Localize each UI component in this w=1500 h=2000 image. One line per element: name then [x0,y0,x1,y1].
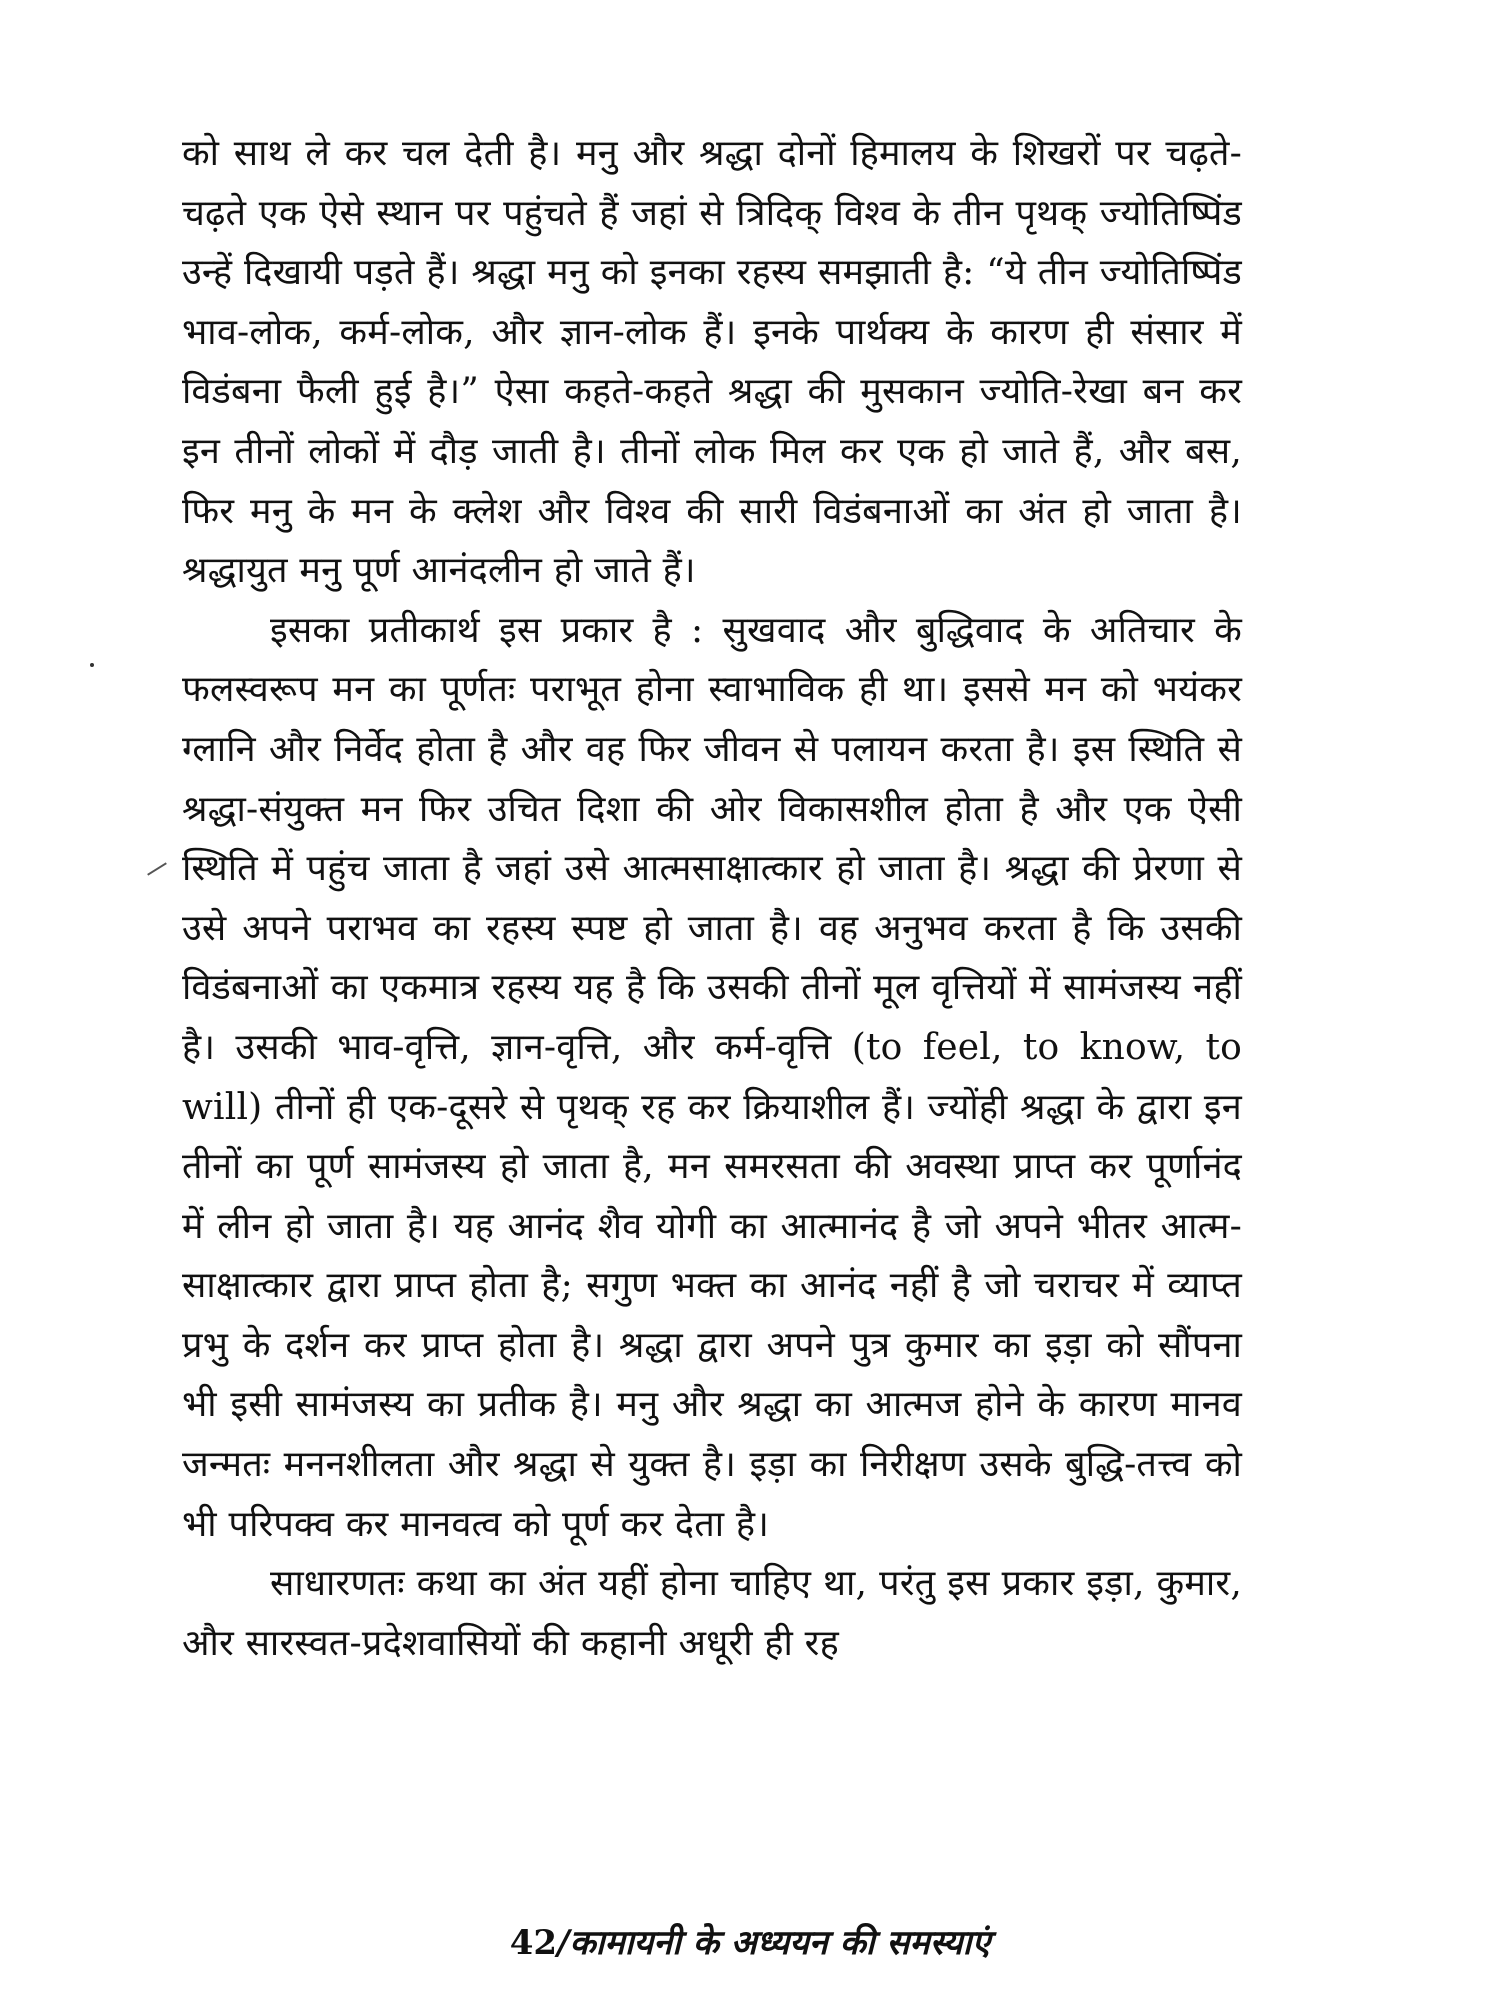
paragraph-2: इसका प्रतीकार्थ इस प्रकार है : सुखवाद और बुद्धिवाद के अतिचार के फलस्वरूप मन का पूर्णतः पराभूत होना स्वाभाविक ही था। इससे मन को भयंकर ग्लानि और निर्वेद होता है और वह फिर जीवन से पलायन करता है। इस स्थिति से श्रद्धा-संयुक्त मन फिर उचित दिशा की ओर विकासशील होता है और एक ऐसी स्थिति में पहुंच जाता है जहां उसे आत्मसाक्षात्कार हो जाता है। श्रद्धा की प्रेरणा से उसे अपने पराभव का रहस्य स्पष्ट हो जाता है। वह अनुभव करता है कि उसकी विडंबनाओं का एकमात्र रहस्य यह है कि उसकी तीनों मूल वृत्तियों में सामंजस्य नहीं है। उसकी भाव-वृत्ति, ज्ञान-वृत्ति, और कर्म-वृत्ति (to feel, to know, to will) तीनों ही एक-दूसरे से पृथक् रह कर क्रियाशील हैं। ज्योंही श्रद्धा के द्वारा इन तीनों का पूर्ण सामंजस्य हो जाता है, मन समरसता की अवस्था प्राप्त कर पूर्णानंद में लीन हो जाता है। यह आनंद शैव योगी का आत्मानंद है जो अपने भीतर आत्म-साक्षात्कार द्वारा प्राप्त होता है; सगुण भक्त का आनंद नहीं है जो चराचर में व्याप्त प्रभु के दर्शन कर प्राप्त होता है। श्रद्धा द्वारा अपने पुत्र कुमार का इड़ा को सौंपना भी इसी सामंजस्य का प्रतीक है। मनु और श्रद्धा का आत्मज होने के कारण मानव जन्मतः मननशीलता और श्रद्धा से युक्त है। इड़ा का निरीक्षण उसके बुद्धि-तत्त्व को भी परिपक्व कर मानवत्व को पूर्ण कर देता है। [182,609,1242,1545]
body-text [182,124,1242,1673]
paragraph-3: साधारणतः कथा का अंत यहीं होना चाहिए था, परंतु इस प्रकार इड़ा, कुमार, और सारस्वत-प्रदेशवासियों की कहानी अधूरी ही रह [182,1563,1242,1664]
pen-mark [147,862,167,875]
scan-speck [90,663,94,667]
footer-separator: / [557,1923,570,1963]
running-title: कामायनी के अध्ययन की समस्याएं [569,1923,991,1963]
paragraph-1: को साथ ले कर चल देती है। मनु और श्रद्धा दोनों हिमालय के शिखरों पर चढ़ते-चढ़ते एक ऐसे स्थान पर पहुंचते हैं जहां से त्रिदिक् विश्व के तीन पृथक् ज्योतिष्पिंड उन्हें दिखायी पड़ते हैं। श्रद्धा मनु को इनका रहस्य समझाती है: “ये तीन ज्योतिष्पिंड भाव-लोक, कर्म-लोक, और ज्ञान-लोक हैं। इनके पार्थक्य के कारण ही संसार में विडंबना फैली हुई है।” ऐसा कहते-कहते श्रद्धा की मुसकान ज्योति-रेखा बन कर इन तीनों लोकों में दौड़ जाती है। तीनों लोक मिल कर एक हो जाते हैं, और बस, फिर मनु के मन के क्लेश और विश्व की सारी विडंबनाओं का अंत हो जाता है। श्रद्धायुत मनु पूर्ण आनंदलीन हो जाते हैं। [182,133,1242,592]
page-number: 42 [509,1923,558,1963]
page-footer [0,1918,1500,1964]
